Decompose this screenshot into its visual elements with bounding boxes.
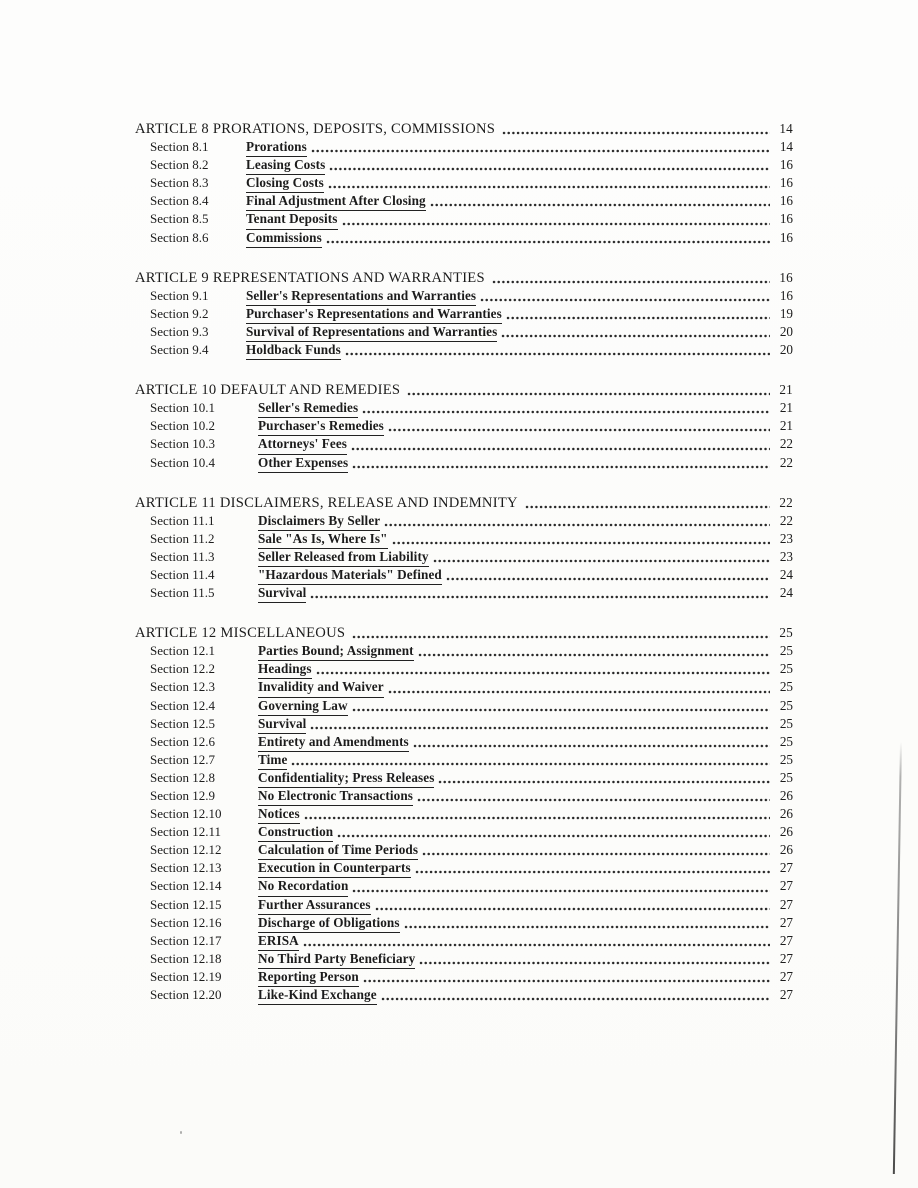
toc-section-title: Survival of Representations and Warranties <box>246 323 497 342</box>
toc-section-label: Section 8.1 <box>150 139 209 155</box>
toc-section-label: Section 12.6 <box>150 733 215 749</box>
toc-article-group <box>135 494 793 603</box>
scan-artifact-line <box>893 742 902 1174</box>
toc-section-title: Purchaser's Remedies <box>258 417 384 436</box>
toc-section-row <box>135 697 793 715</box>
page-number: 27 <box>779 968 793 984</box>
toc-section-row <box>135 210 793 228</box>
page-number: 26 <box>779 842 793 858</box>
toc-section-label: Section 12.17 <box>150 932 222 948</box>
toc-article-heading-row <box>135 624 793 642</box>
dot-leader <box>422 852 770 856</box>
page-number: 27 <box>779 932 793 948</box>
toc-section-title: Other Expenses <box>258 454 348 473</box>
toc-section-row <box>135 399 793 417</box>
toc-section-title: Construction <box>258 823 333 842</box>
toc-section-title: Governing Law <box>258 697 348 716</box>
page-number: 25 <box>779 751 793 767</box>
toc-section-label: Section 9.4 <box>150 342 209 358</box>
toc-section-label: Section 11.2 <box>150 530 215 546</box>
page-number: 25 <box>779 733 793 749</box>
toc-section-row <box>135 950 793 968</box>
dot-leader <box>337 834 770 838</box>
toc-section-row <box>135 932 793 950</box>
dot-leader <box>407 392 770 396</box>
toc-section-row <box>135 548 793 566</box>
page-number: 26 <box>779 806 793 822</box>
toc-section-title: Disclaimers By Seller <box>258 512 380 531</box>
toc-article-heading: ARTICLE 8 PRORATIONS, DEPOSITS, COMMISSIONS <box>135 121 496 137</box>
toc-section-row <box>135 678 793 696</box>
dot-leader <box>502 131 770 135</box>
page-number: 23 <box>779 530 793 546</box>
toc-section-label: Section 8.2 <box>150 157 209 173</box>
toc-section-title: Final Adjustment After Closing <box>246 192 426 211</box>
toc-section-row <box>135 823 793 841</box>
dot-leader <box>362 410 770 414</box>
page-number: 27 <box>779 860 793 876</box>
dot-leader <box>381 997 770 1001</box>
toc-section-label: Section 12.7 <box>150 751 215 767</box>
toc-section-title: Calculation of Time Periods <box>258 841 418 860</box>
toc-section-title: Headings <box>258 660 312 679</box>
dot-leader <box>310 726 770 730</box>
toc-section-label: Section 9.3 <box>150 323 209 339</box>
toc-section-row <box>135 305 793 323</box>
toc-section-row <box>135 805 793 823</box>
page-number: 26 <box>779 824 793 840</box>
page-number: 24 <box>779 566 793 582</box>
toc-article-heading-row <box>135 381 793 399</box>
toc-section-label: Section 12.16 <box>150 914 222 930</box>
toc-section-title: Leasing Costs <box>246 156 325 175</box>
dot-leader <box>413 744 770 748</box>
toc-section-label: Section 11.3 <box>150 548 215 564</box>
toc-article-heading: ARTICLE 10 DEFAULT AND REMEDIES <box>135 382 401 399</box>
toc-article-group <box>135 120 793 247</box>
page-number: 21 <box>779 382 793 398</box>
toc-section-row <box>135 454 793 472</box>
page-number: 14 <box>779 139 793 155</box>
dot-leader <box>328 185 770 189</box>
dot-leader <box>506 316 770 320</box>
toc-section-title: No Electronic Transactions <box>258 787 413 806</box>
dot-leader <box>384 523 770 527</box>
toc-section-label: Section 9.1 <box>150 287 209 303</box>
dot-leader <box>419 961 770 965</box>
dot-leader <box>326 240 770 244</box>
toc-section-title: Entirety and Amendments <box>258 733 409 752</box>
toc-section-label: Section 12.3 <box>150 679 215 695</box>
toc-section-label: Section 12.13 <box>150 860 222 876</box>
toc-section-label: Section 11.5 <box>150 585 215 601</box>
dot-leader <box>417 798 770 802</box>
toc-section-row <box>135 642 793 660</box>
page-number: 25 <box>779 661 793 677</box>
dot-leader <box>352 889 770 893</box>
toc-section-row <box>135 341 793 359</box>
toc-section-label: Section 12.1 <box>150 643 215 659</box>
toc-section-row <box>135 751 793 769</box>
page-number: 27 <box>779 914 793 930</box>
page-number: 22 <box>779 512 793 528</box>
toc-section-title: Purchaser's Representations and Warranties <box>246 305 502 324</box>
page-number: 27 <box>779 950 793 966</box>
toc-article-group <box>135 269 793 359</box>
dot-leader <box>345 352 770 356</box>
dot-leader <box>352 635 770 639</box>
toc-article-heading: ARTICLE 12 MISCELLANEOUS <box>135 625 346 642</box>
toc-section-row <box>135 287 793 305</box>
toc-section-title: Seller's Representations and Warranties <box>246 287 476 306</box>
toc-section-label: Section 12.5 <box>150 715 215 731</box>
toc-section-title: Invalidity and Waiver <box>258 678 384 697</box>
dot-leader <box>310 595 770 599</box>
toc-article-heading: ARTICLE 9 REPRESENTATIONS AND WARRANTIES <box>135 269 485 286</box>
toc-section-row <box>135 968 793 986</box>
table-of-contents <box>135 120 793 1004</box>
toc-section-row <box>135 566 793 584</box>
dot-leader <box>418 653 770 657</box>
toc-section-title: No Third Party Beneficiary <box>258 950 415 969</box>
toc-section-label: Section 12.18 <box>150 950 222 966</box>
page-number: 16 <box>779 229 793 245</box>
toc-article-group <box>135 381 793 471</box>
toc-section-title: Reporting Person <box>258 968 359 987</box>
toc-section-label: Section 8.6 <box>150 229 209 245</box>
page-number: 22 <box>779 454 793 470</box>
toc-section-row <box>135 174 793 192</box>
page-number: 21 <box>779 400 793 416</box>
dot-leader <box>352 708 770 712</box>
dot-leader <box>304 816 770 820</box>
toc-section-row <box>135 859 793 877</box>
page-number: 20 <box>779 342 793 358</box>
dot-leader <box>415 870 770 874</box>
toc-section-label: Section 12.19 <box>150 968 222 984</box>
toc-section-label: Section 12.8 <box>150 769 215 785</box>
dot-leader <box>525 505 770 509</box>
toc-section-title: Parties Bound; Assignment <box>258 642 414 661</box>
dot-leader <box>388 690 770 694</box>
page-number: 16 <box>779 157 793 173</box>
toc-section-title: "Hazardous Materials" Defined <box>258 566 442 585</box>
dot-leader <box>433 559 770 563</box>
dot-leader <box>501 334 770 338</box>
page-number: 22 <box>779 436 793 452</box>
dot-leader <box>388 428 770 432</box>
toc-section-title: Discharge of Obligations <box>258 914 400 933</box>
toc-section-row <box>135 435 793 453</box>
toc-article-heading-row <box>135 494 793 512</box>
page-number: 27 <box>779 896 793 912</box>
dot-leader <box>351 447 770 451</box>
toc-section-row <box>135 769 793 787</box>
dot-leader <box>430 203 770 207</box>
page-number: 16 <box>779 287 793 303</box>
toc-section-row <box>135 733 793 751</box>
page-number: 23 <box>779 548 793 564</box>
toc-section-label: Section 12.4 <box>150 697 215 713</box>
toc-section-label: Section 12.10 <box>150 806 222 822</box>
page-number: 25 <box>779 625 793 641</box>
page-number: 26 <box>779 788 793 803</box>
toc-section-row <box>135 323 793 341</box>
toc-section-title: Prorations <box>246 138 307 157</box>
dot-leader <box>480 298 770 302</box>
toc-section-title: Execution in Counterparts <box>258 859 411 878</box>
toc-section-label: Section 10.4 <box>150 454 215 470</box>
page-number: 16 <box>779 193 793 209</box>
toc-section-title: Like-Kind Exchange <box>258 986 377 1005</box>
toc-article-heading-row <box>135 120 793 138</box>
dot-leader <box>375 907 770 911</box>
toc-section-label: Section 11.1 <box>150 512 215 528</box>
toc-section-title: Holdback Funds <box>246 341 341 360</box>
toc-section-title: Tenant Deposits <box>246 210 338 229</box>
toc-section-label: Section 12.11 <box>150 824 222 840</box>
toc-section-title: No Recordation <box>258 877 348 896</box>
toc-section-label: Section 10.2 <box>150 418 215 434</box>
toc-section-row <box>135 877 793 895</box>
page-number: 20 <box>779 323 793 339</box>
toc-section-title: Sale "As Is, Where Is" <box>258 530 388 549</box>
toc-section-row <box>135 530 793 548</box>
dot-leader <box>404 925 770 929</box>
toc-section-label: Section 12.12 <box>150 842 222 858</box>
dot-leader <box>492 280 770 284</box>
dot-leader <box>438 780 770 784</box>
toc-section-label: Section 8.4 <box>150 193 209 209</box>
toc-section-row <box>135 417 793 435</box>
page-number: 16 <box>779 269 793 285</box>
dot-leader <box>303 943 770 947</box>
toc-section-row <box>135 138 793 156</box>
toc-section-row <box>135 512 793 530</box>
page-number: 25 <box>779 697 793 713</box>
toc-section-row <box>135 787 793 805</box>
toc-section-title: Notices <box>258 805 300 824</box>
toc-section-title: Confidentiality; Press Releases <box>258 769 434 788</box>
toc-section-title: ERISA <box>258 932 299 951</box>
dot-leader <box>329 167 770 171</box>
toc-section-label: Section 12.14 <box>150 878 222 894</box>
dot-leader <box>311 149 770 153</box>
dot-leader <box>363 979 770 983</box>
page-number: 25 <box>779 715 793 731</box>
toc-article-heading: ARTICLE 11 DISCLAIMERS, RELEASE AND INDEMNITY <box>135 494 518 511</box>
toc-section-title: Time <box>258 751 287 770</box>
page-number: 27 <box>779 987 793 1003</box>
toc-section-label: Section 9.2 <box>150 305 209 321</box>
toc-section-row <box>135 715 793 733</box>
page-number: 27 <box>779 878 793 894</box>
toc-section-label: Section 12.2 <box>150 661 215 677</box>
toc-section-title: Attorneys' Fees <box>258 435 347 454</box>
toc-section-row <box>135 584 793 602</box>
toc-section-row <box>135 192 793 210</box>
toc-article-heading-row <box>135 269 793 287</box>
toc-section-title: Survival <box>258 584 306 603</box>
toc-section-row <box>135 660 793 678</box>
dot-leader <box>291 762 770 766</box>
toc-section-label: Section 10.3 <box>150 436 215 452</box>
toc-section-label: Section 8.3 <box>150 175 209 191</box>
page-number: 22 <box>779 494 793 510</box>
page-number: 14 <box>779 121 793 136</box>
page-number: 16 <box>779 175 793 191</box>
page-number: 16 <box>779 211 793 227</box>
toc-section-title: Commissions <box>246 229 322 248</box>
dot-leader <box>352 465 770 469</box>
toc-section-row <box>135 986 793 1004</box>
page-number: 19 <box>779 305 793 321</box>
page-number: 24 <box>779 585 793 601</box>
toc-section-label: Section 12.20 <box>150 987 222 1003</box>
page-number: 25 <box>779 769 793 785</box>
toc-section-title: Seller's Remedies <box>258 399 358 418</box>
toc-section-label: Section 12.9 <box>150 788 215 803</box>
dot-leader <box>392 541 770 545</box>
toc-section-row <box>135 841 793 859</box>
toc-section-title: Further Assurances <box>258 896 371 915</box>
page-number: 25 <box>779 679 793 695</box>
toc-section-row <box>135 229 793 247</box>
toc-section-row <box>135 914 793 932</box>
page-number: 21 <box>779 418 793 434</box>
toc-section-title: Survival <box>258 715 306 734</box>
toc-section-label: Section 11.4 <box>150 566 215 582</box>
toc-section-row <box>135 896 793 914</box>
toc-section-row <box>135 156 793 174</box>
toc-section-label: Section 8.5 <box>150 211 209 227</box>
dot-leader <box>316 671 770 675</box>
dot-leader <box>446 577 770 581</box>
toc-section-label: Section 10.1 <box>150 400 215 416</box>
scan-artifact-speck <box>180 1131 182 1134</box>
toc-article-group <box>135 624 793 1004</box>
page-number: 25 <box>779 643 793 659</box>
toc-section-title: Closing Costs <box>246 174 324 193</box>
toc-section-title: Seller Released from Liability <box>258 548 429 567</box>
toc-section-label: Section 12.15 <box>150 896 222 912</box>
dot-leader <box>342 222 770 226</box>
